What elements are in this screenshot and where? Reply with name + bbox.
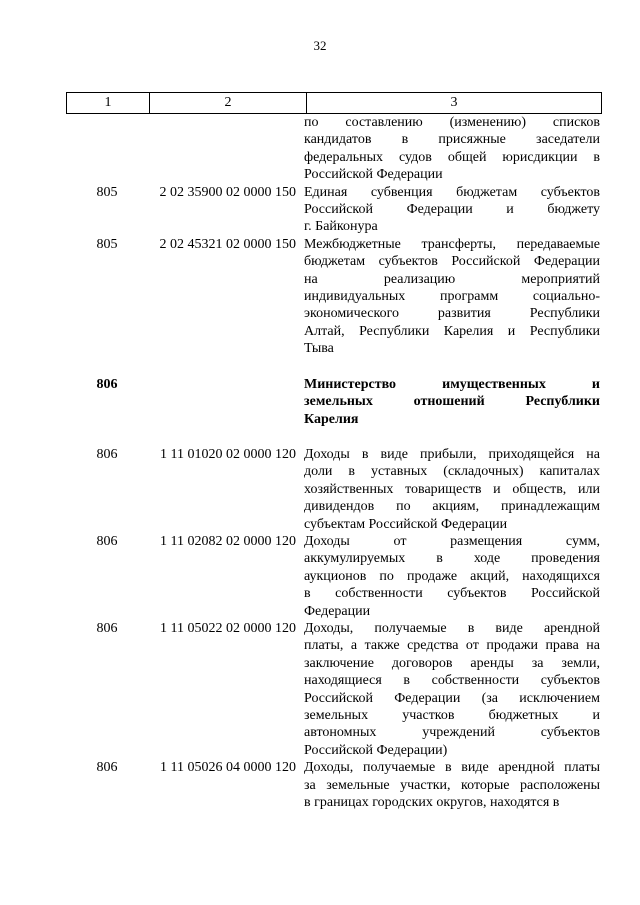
table-row: [66, 114, 602, 184]
description-cell: [304, 533, 602, 620]
description-line: Единая субвенция бюджетам субъектов: [304, 184, 600, 200]
description-line: г. Байконура: [304, 219, 378, 235]
description-line: в границах городских округов, находятся в: [304, 795, 560, 811]
table-row: [66, 533, 602, 620]
description-line: Российской Федерации (за исключением: [304, 690, 600, 706]
description-line: аккумулируемых в ходе проведения: [304, 551, 600, 567]
description-line: Российской Федерации): [304, 742, 448, 758]
description-line: индивидуальных программ социально-: [304, 289, 600, 305]
table-row: [66, 236, 602, 358]
description-cell: [304, 376, 602, 428]
description-line: хозяйственных товариществ и обществ, или: [304, 481, 600, 497]
description-line: в собственности субъектов Российской: [304, 586, 600, 602]
description-line: кандидатов в присяжные заседатели: [304, 132, 600, 148]
description-line: за земельные участки, которые расположены: [304, 777, 600, 793]
admin-code-cell: 806: [96, 533, 118, 549]
admin-code-cell: 806: [96, 620, 118, 636]
row-spacer: [66, 358, 602, 376]
description-cell: [304, 620, 602, 759]
header-cell-3: 3: [306, 93, 601, 113]
table-row: [66, 446, 602, 533]
description-line: земельных участков бюджетных и: [304, 708, 600, 723]
description-cell: [304, 446, 602, 533]
admin-code-cell: 806: [96, 760, 118, 776]
description-cell: [304, 236, 602, 358]
admin-code-cell: 806: [96, 376, 118, 392]
header-cell-2: 2: [149, 93, 306, 113]
budget-code-cell: [148, 376, 304, 428]
budget-code-cell: [148, 114, 304, 184]
description-line: аукционов по продаже акций, находящихся: [304, 568, 600, 584]
row-spacer: [66, 428, 602, 446]
description-line: Межбюджетные трансферты, передаваемые: [304, 236, 600, 252]
description-line: Российской Федерации: [304, 167, 443, 183]
description-cell: [304, 759, 602, 811]
description-line: по составлению (изменению) списков: [304, 115, 600, 130]
description-line: Российской Федерации и бюджету: [304, 202, 600, 218]
description-line: Министерство имущественных и: [304, 376, 600, 392]
description-line: автономных учреждений субъектов: [304, 725, 600, 741]
description-cell: [304, 114, 602, 184]
header-cell-1: 1: [104, 95, 112, 110]
description-line: Доходы, получаемые в виде арендной платы: [304, 760, 600, 776]
budget-code-cell: 2 02 45321 02 0000 150: [159, 236, 296, 252]
budget-code-cell: 1 11 02082 02 0000 120: [160, 533, 296, 549]
description-line: земельных отношений Республики: [304, 394, 600, 410]
description-line: заключение договоров аренды за земли,: [304, 655, 600, 671]
table-body: [66, 114, 602, 811]
description-line: доли в уставных (складочных) капиталах: [304, 464, 600, 480]
description-line: платы, а также средства от продажи права на: [304, 638, 600, 654]
description-line: на реализацию мероприятий: [304, 271, 600, 287]
table-header: [66, 92, 602, 114]
budget-code-cell: 1 11 05022 02 0000 120: [160, 620, 296, 636]
description-line: Карелия: [304, 411, 359, 427]
description-line: Доходы в виде прибыли, приходящейся на: [304, 446, 600, 462]
description-line: Доходы от размещения сумм,: [304, 533, 600, 549]
description-line: дивидендов по акциям, принадлежащим: [304, 499, 600, 515]
description-line: Федерации: [304, 603, 371, 619]
table-row: [66, 376, 602, 428]
admin-code-cell: 806: [96, 446, 118, 462]
admin-code-cell: [66, 114, 148, 184]
description-line: Доходы, получаемые в виде арендной: [304, 620, 600, 636]
admin-code-cell: 805: [96, 236, 118, 252]
description-line: находящиеся в собственности субъектов: [304, 673, 600, 689]
budget-code-cell: 2 02 35900 02 0000 150: [159, 184, 296, 200]
budget-code-cell: 1 11 05026 04 0000 120: [160, 760, 296, 776]
admin-code-cell: 805: [96, 184, 118, 200]
description-line: бюджетам субъектов Российской Федерации: [304, 254, 600, 270]
description-line: экономического развития Республики: [304, 306, 600, 322]
description-line: Тыва: [304, 341, 334, 357]
table-row: [66, 184, 602, 236]
table-row: [66, 759, 602, 811]
budget-code-cell: 1 11 01020 02 0000 120: [160, 446, 296, 462]
table-row: [66, 620, 602, 759]
description-line: субъектам Российской Федерации: [304, 516, 508, 532]
description-line: Алтай, Республики Карелия и Республики: [304, 323, 600, 339]
description-cell: [304, 184, 602, 236]
page-number: 32: [313, 38, 327, 53]
description-line: федеральных судов общей юрисдикции в: [304, 149, 600, 165]
